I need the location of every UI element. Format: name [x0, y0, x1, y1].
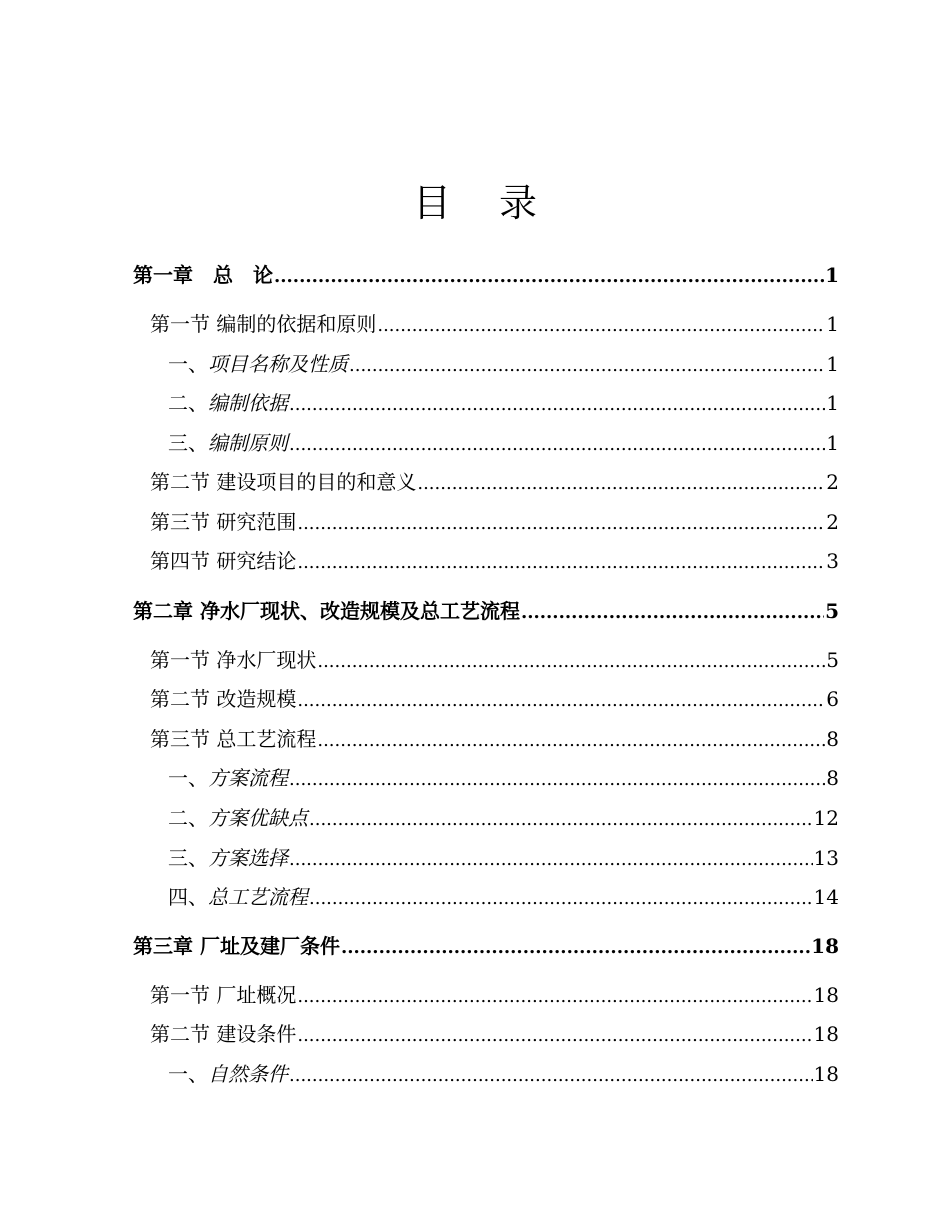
- dot-leader: [289, 431, 825, 455]
- toc-entry-prefix: 第一节 净水厂现状: [150, 648, 317, 672]
- toc-sub-entry[interactable]: [168, 387, 839, 416]
- toc-entry-title: [150, 545, 296, 574]
- toc-entry-prefix: 第四节 研究结论: [150, 549, 297, 573]
- dot-leader: [289, 846, 813, 870]
- toc-page-number: 1: [826, 431, 839, 455]
- toc-page-number: 1: [826, 391, 839, 415]
- toc-entry-prefix: 三、: [168, 431, 208, 455]
- toc-page-number: 12: [813, 806, 839, 830]
- toc-entry-prefix: 三、: [168, 846, 208, 870]
- toc-entry-text: 方案优缺点: [208, 806, 308, 830]
- toc-entry-title: [150, 1018, 296, 1047]
- toc-section-entry[interactable]: [150, 979, 839, 1008]
- toc-entry-prefix: 第二节 改造规模: [150, 687, 297, 711]
- dot-leader: [309, 806, 813, 830]
- toc-entry-prefix: 第三节 研究范围: [150, 510, 297, 534]
- toc-entry-title: [168, 348, 348, 377]
- toc-entry-title: [150, 644, 316, 673]
- toc-entry-prefix: 二、: [168, 806, 208, 830]
- toc-page-number: 13: [813, 846, 839, 870]
- toc-entry-text: 编制原则: [208, 431, 288, 455]
- dot-leader: [377, 312, 825, 336]
- toc-page-number: 14: [813, 885, 839, 909]
- toc-entry-title: [168, 802, 308, 831]
- dot-leader: [349, 352, 825, 376]
- toc-chapter-entry[interactable]: [133, 595, 839, 624]
- toc-entry-text: 方案选择: [208, 846, 288, 870]
- toc-entry-title: [133, 259, 273, 288]
- toc-chapter-entry[interactable]: [133, 930, 839, 959]
- toc-page-number: 18: [811, 934, 839, 958]
- toc-section-entry[interactable]: [150, 308, 839, 337]
- toc-entry-title: [168, 842, 288, 871]
- toc-entry-prefix: 第三章 厂址及建厂条件: [133, 934, 340, 958]
- toc-entry-title: [168, 427, 288, 456]
- toc-sub-entry[interactable]: [168, 802, 839, 831]
- toc-chapter-entry[interactable]: [133, 259, 839, 288]
- toc-entry-prefix: 一、: [168, 352, 208, 376]
- toc-entry-title: [150, 723, 316, 752]
- toc-entry-title: [168, 1058, 288, 1087]
- toc-page-number: 8: [826, 727, 839, 751]
- dot-leader: [317, 727, 825, 751]
- toc-entry-prefix: 第三节 总工艺流程: [150, 727, 317, 751]
- toc-entry-text: 项目名称及性质: [208, 352, 348, 376]
- toc-entry-title: [150, 506, 296, 535]
- toc-sub-entry[interactable]: [168, 881, 839, 910]
- toc-entry-prefix: 第二节 建设条件: [150, 1022, 297, 1046]
- toc-entry-text: 总工艺流程: [208, 885, 308, 909]
- toc-page-number: 18: [813, 1062, 839, 1086]
- toc-page-number: 6: [826, 687, 839, 711]
- dot-leader: [521, 599, 824, 623]
- toc-section-entry[interactable]: [150, 723, 839, 752]
- toc-page-number: 2: [826, 470, 839, 494]
- toc-section-entry[interactable]: [150, 683, 839, 712]
- dot-leader: [297, 687, 825, 711]
- toc-entry-prefix: 第二章 净水厂现状、改造规模及总工艺流程: [133, 599, 520, 623]
- toc-page-number: 8: [826, 766, 839, 790]
- dot-leader: [297, 549, 825, 573]
- toc-page-number: 1: [826, 352, 839, 376]
- toc-page-number: 3: [826, 549, 839, 573]
- toc-entry-title: [150, 683, 296, 712]
- toc-section-entry[interactable]: [150, 466, 839, 495]
- toc-entry-prefix: 第一节 厂址概况: [150, 983, 297, 1007]
- dot-leader: [274, 263, 824, 287]
- toc-entry-prefix: 第二节 建设项目的目的和意义: [150, 470, 417, 494]
- toc-entry-text: 自然条件: [208, 1062, 288, 1086]
- toc-entry-title: [168, 881, 308, 910]
- dot-leader: [309, 885, 813, 909]
- toc-section-entry[interactable]: [150, 644, 839, 673]
- toc-entry-prefix: 一、: [168, 766, 208, 790]
- toc-page-number: 18: [813, 1022, 839, 1046]
- dot-leader: [417, 470, 825, 494]
- dot-leader: [341, 934, 810, 958]
- toc-page-number: 5: [825, 599, 839, 623]
- toc-entry-title: [168, 762, 288, 791]
- toc-sub-entry[interactable]: [168, 842, 839, 871]
- toc-page-number: 18: [813, 983, 839, 1007]
- toc-entry-title: [150, 979, 296, 1008]
- toc-entry-title: [150, 308, 376, 337]
- toc-sub-entry[interactable]: [168, 1058, 839, 1087]
- toc-section-entry[interactable]: [150, 1018, 839, 1047]
- toc-page-number: 1: [825, 263, 839, 287]
- toc-section-entry[interactable]: [150, 545, 839, 574]
- dot-leader: [297, 1022, 812, 1046]
- toc-entry-title: [133, 595, 520, 624]
- toc-entry-title: [133, 930, 340, 959]
- toc-sub-entry[interactable]: [168, 427, 839, 456]
- dot-leader: [289, 766, 825, 790]
- toc-entry-text: 方案流程: [208, 766, 288, 790]
- toc-entry-prefix: 第一章 总 论: [133, 263, 273, 287]
- toc-entry-prefix: 一、: [168, 1062, 208, 1086]
- toc-entry-title: [150, 466, 416, 495]
- dot-leader: [289, 1062, 813, 1086]
- page-title: 目 录: [412, 181, 556, 225]
- toc-sub-entry[interactable]: [168, 762, 839, 791]
- dot-leader: [297, 983, 812, 1007]
- toc-section-entry[interactable]: [150, 506, 839, 535]
- dot-leader: [317, 648, 825, 672]
- toc-entry-prefix: 二、: [168, 391, 208, 415]
- dot-leader: [297, 510, 825, 534]
- toc-entry-text: 编制依据: [208, 391, 288, 415]
- toc-entry-title: [168, 387, 288, 416]
- toc-page-number: 5: [826, 648, 839, 672]
- toc-page-number: 1: [826, 312, 839, 336]
- toc-sub-entry[interactable]: [168, 348, 839, 377]
- dot-leader: [289, 391, 825, 415]
- toc-entry-prefix: 第一节 编制的依据和原则: [150, 312, 377, 336]
- toc-entry-prefix: 四、: [168, 885, 208, 909]
- toc-page-number: 2: [826, 510, 839, 534]
